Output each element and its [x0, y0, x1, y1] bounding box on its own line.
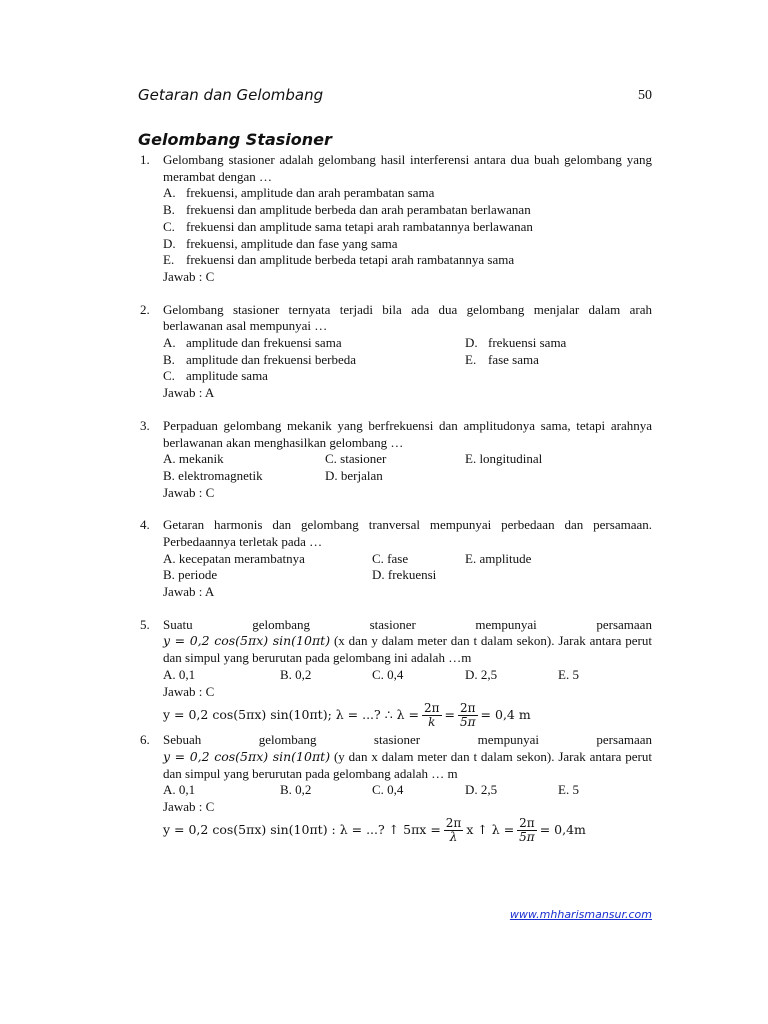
option-label: B.	[163, 351, 175, 367]
fraction	[422, 702, 442, 729]
option-row	[163, 451, 652, 468]
word: mempunyai	[475, 616, 537, 632]
answer: Jawab : A	[163, 584, 215, 600]
answer: Jawab : A	[163, 385, 215, 401]
option-text: amplitude sama	[186, 368, 268, 384]
word: stasioner	[369, 616, 416, 632]
question-list	[140, 152, 652, 846]
solution-lhs: y = 0,2 cos(5πx) sin(10πt); λ = ...? ∴ λ =	[163, 706, 419, 722]
question-6	[140, 732, 652, 846]
question-text-rest: (y dan x dalam meter dan t dalam sekon). Jarak antara perut dan simpul yang berurutan pada gelombang adalah … m	[163, 748, 652, 781]
answer: Jawab : C	[163, 799, 215, 815]
option-text: amplitude dan frekuensi sama	[186, 335, 342, 351]
section-title: Gelombang Stasioner	[138, 130, 332, 149]
option-row	[163, 567, 652, 584]
solution-result: = 0,4 m	[480, 706, 531, 722]
option-row	[163, 782, 652, 799]
option-label: E.	[465, 351, 477, 367]
option-label: A.	[163, 335, 176, 351]
question-number: 1.	[140, 152, 150, 167]
denominator: 5π	[519, 830, 535, 845]
solution	[163, 700, 652, 730]
solution-result: = 0,4m	[539, 822, 586, 838]
option: B. 0,2	[280, 782, 312, 798]
option-label: D.	[465, 335, 478, 351]
option-text: frekuensi dan amplitude berbeda dan arah perambatan berlawanan	[186, 202, 531, 218]
question-text: Perpaduan gelombang mekanik yang berfrekuensi dan amplitudonya sama, tetapi arahnya berlawanan akan menghasilkan gelombang …	[163, 417, 652, 450]
option-label: B.	[163, 202, 175, 218]
question-intro	[163, 617, 652, 634]
option: C. 0,4	[372, 782, 404, 798]
option	[163, 236, 652, 253]
word: persamaan	[596, 732, 652, 748]
fraction	[444, 817, 464, 844]
word: gelombang	[258, 732, 317, 748]
option-row	[163, 368, 652, 385]
numerator: 2π	[519, 816, 535, 831]
answer: Jawab : C	[163, 683, 215, 699]
numerator: 2π	[445, 816, 462, 831]
option-text: frekuensi sama	[488, 335, 567, 351]
option: C. fase	[372, 550, 409, 566]
denominator: 5π	[460, 714, 476, 729]
option: A. 0,1	[163, 782, 196, 798]
numerator: 2π	[424, 700, 440, 715]
option-text: frekuensi dan amplitude berbeda tetapi arah rambatannya sama	[186, 252, 515, 268]
option: B. 0,2	[280, 666, 312, 682]
option: C. stasioner	[325, 451, 387, 467]
solution	[163, 816, 652, 846]
option-text: amplitude dan frekuensi berbeda	[186, 351, 357, 367]
option-text: frekuensi, amplitude dan arah perambatan sama	[186, 185, 435, 201]
option: E. amplitude	[465, 550, 532, 566]
option-row	[163, 335, 652, 352]
word: stasioner	[373, 732, 421, 748]
option: E. 5	[558, 666, 579, 682]
question-text: Gelombang stasioner ternyata terjadi bila ada dua gelombang menjalar dalam arah berlawanan asal mempunyai …	[163, 301, 652, 334]
question-intro	[163, 732, 652, 749]
word: Suatu	[163, 616, 193, 632]
option-row	[163, 352, 652, 369]
option-label: C.	[163, 218, 175, 234]
option: D. 2,5	[465, 782, 498, 798]
option: A. kecepatan merambatnya	[163, 550, 305, 566]
question-text	[163, 633, 652, 666]
option-text: fase sama	[488, 351, 539, 367]
option	[163, 185, 652, 202]
option: E. 5	[558, 782, 579, 798]
option-text: frekuensi dan amplitude sama tetapi arah rambatannya berlawanan	[186, 218, 533, 234]
wave-equation: y = 0,2 cos(5πx) sin(10πt)	[163, 633, 331, 649]
option: A. mekanik	[163, 451, 224, 467]
option-label: E.	[163, 252, 175, 268]
denominator: k	[428, 714, 436, 729]
header-title: Getaran dan Gelombang	[138, 86, 324, 104]
option: C. 0,4	[372, 666, 404, 682]
website-link[interactable]: www.mhharismansur.com	[509, 908, 652, 921]
option: D. frekuensi	[372, 567, 437, 583]
answer: Jawab : C	[163, 484, 215, 500]
option-row	[163, 551, 652, 568]
option: E. longitudinal	[465, 451, 543, 467]
option: D. berjalan	[325, 467, 383, 483]
word: gelombang	[252, 616, 310, 632]
question-number: 6.	[140, 732, 150, 748]
option	[163, 252, 652, 269]
question-3	[140, 418, 652, 501]
question-text: Getaran harmonis dan gelombang tranversal mempunyai perbedaan dan persamaan. Perbedaannya terletak pada …	[163, 517, 652, 549]
fraction	[517, 817, 537, 844]
fraction	[458, 702, 478, 729]
question-text-rest: (x dan y dalam meter dan t dalam sekon). Jarak antara perut dan simpul yang berurutan pada gelombang ini adalah …m	[163, 633, 652, 666]
page-number: 50	[638, 88, 652, 103]
question-number: 5.	[140, 616, 150, 632]
option-row	[163, 468, 652, 485]
word: Sebuah	[163, 732, 202, 748]
option: B. periode	[163, 567, 218, 583]
question-5	[140, 617, 652, 731]
option-label: C.	[163, 368, 175, 384]
question-text: Gelombang stasioner adalah gelombang hasil interferensi antara dua buah gelombang yang merambat dengan …	[163, 152, 652, 184]
question-number: 4.	[140, 517, 150, 533]
option-label: A.	[163, 185, 176, 201]
option	[163, 202, 652, 219]
wave-equation: y = 0,2 cos(5πx) sin(10πt)	[163, 748, 331, 764]
numerator: 2π	[460, 700, 476, 715]
option: D. 2,5	[465, 666, 498, 682]
option-text: frekuensi, amplitude dan fase yang sama	[186, 235, 398, 251]
equals-sign: =	[444, 706, 456, 722]
option-label: D.	[163, 235, 176, 251]
question-text	[163, 749, 652, 782]
option	[163, 219, 652, 236]
option: B. elektromagnetik	[163, 467, 263, 483]
question-number: 2.	[140, 301, 150, 317]
question-4	[140, 517, 652, 600]
question-number: 3.	[140, 417, 150, 433]
question-2	[140, 302, 652, 402]
answer: Jawab : C	[163, 268, 215, 284]
word: persamaan	[596, 616, 652, 632]
option-row	[163, 667, 652, 684]
question-1	[140, 152, 652, 286]
solution-lhs: y = 0,2 cos(5πx) sin(10πt) : λ = ...? ↑ 5πx =	[163, 822, 441, 838]
option: A. 0,1	[163, 666, 196, 682]
solution-mid: x ↑ λ =	[466, 822, 515, 838]
denominator: λ	[449, 830, 458, 845]
word: mempunyai	[477, 732, 539, 748]
